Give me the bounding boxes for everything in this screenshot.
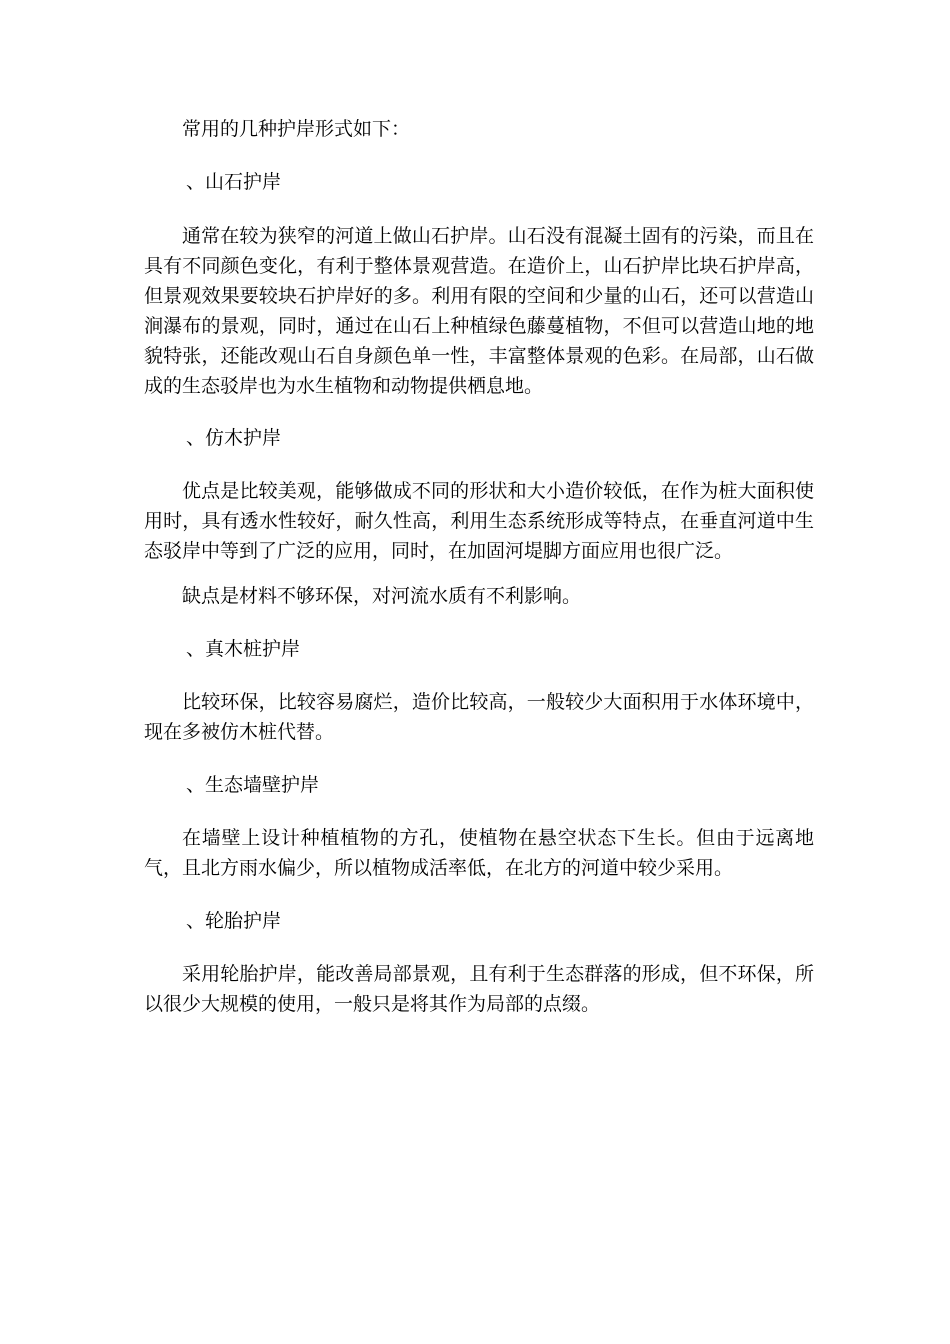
section-heading-ecological-wall-revetment: 、生态墙壁护岸 (186, 774, 320, 796)
section-heading-rock-revetment: 、山石护岸 (186, 171, 282, 193)
paragraph-tire-revetment: 采用轮胎护岸，能改善局部景观，且有利于生态群落的形成，但不环保，所以很少大规模的使用，一般只是将其作为局部的点缀。 (144, 963, 814, 1015)
section-heading-real-wood-pile-revetment: 、真木桩护岸 (186, 638, 301, 660)
section-heading-imitation-wood-revetment: 、仿木护岸 (186, 427, 282, 449)
paragraph-ecological-wall-revetment: 在墙壁上设计种植植物的方孔，使植物在悬空状态下生长。但由于远离地气，且北方雨水偏少，所以植物成活率低，在北方的河道中较少采用。 (144, 827, 814, 879)
paragraph-imitation-wood-disadvantages: 缺点是材料不够环保，对河流水质有不利影响。 (182, 585, 582, 607)
paragraph-imitation-wood-advantages: 优点是比较美观，能够做成不同的形状和大小造价较低，在作为桩大面积使用时，具有透水性较好，耐久性高，利用生态系统形成等特点，在垂直河道中生态驳岸中等到了广泛的应用，同时，在加固河堤脚方面应用也很广泛。 (144, 480, 814, 562)
paragraph-real-wood-pile-revetment: 比较环保，比较容易腐烂，造价比较高，一般较少大面积用于水体环境中，现在多被仿木桩代替。 (144, 691, 814, 743)
intro-paragraph: 常用的几种护岸形式如下： (182, 118, 411, 140)
section-heading-tire-revetment: 、轮胎护岸 (186, 910, 282, 932)
paragraph-rock-revetment: 通常在较为狭窄的河道上做山石护岸。山石没有混凝土固有的污染，而且在具有不同颜色变化，有利于整体景观营造。在造价上，山石护岸比块石护岸高，但景观效果要较块石护岸好的多。利用有限的空间和少量的山石，还可以营造山涧瀑布的景观，同时，通过在山石上种植绿色藤蔓植物，不但可以营造山地的地貌特张，还能改观山石自身颜色单一性，丰富整体景观的色彩。在局部，山石做成的生态驳岸也为水生植物和动物提供栖息地。 (144, 225, 814, 397)
document-body (144, 114, 814, 1019)
